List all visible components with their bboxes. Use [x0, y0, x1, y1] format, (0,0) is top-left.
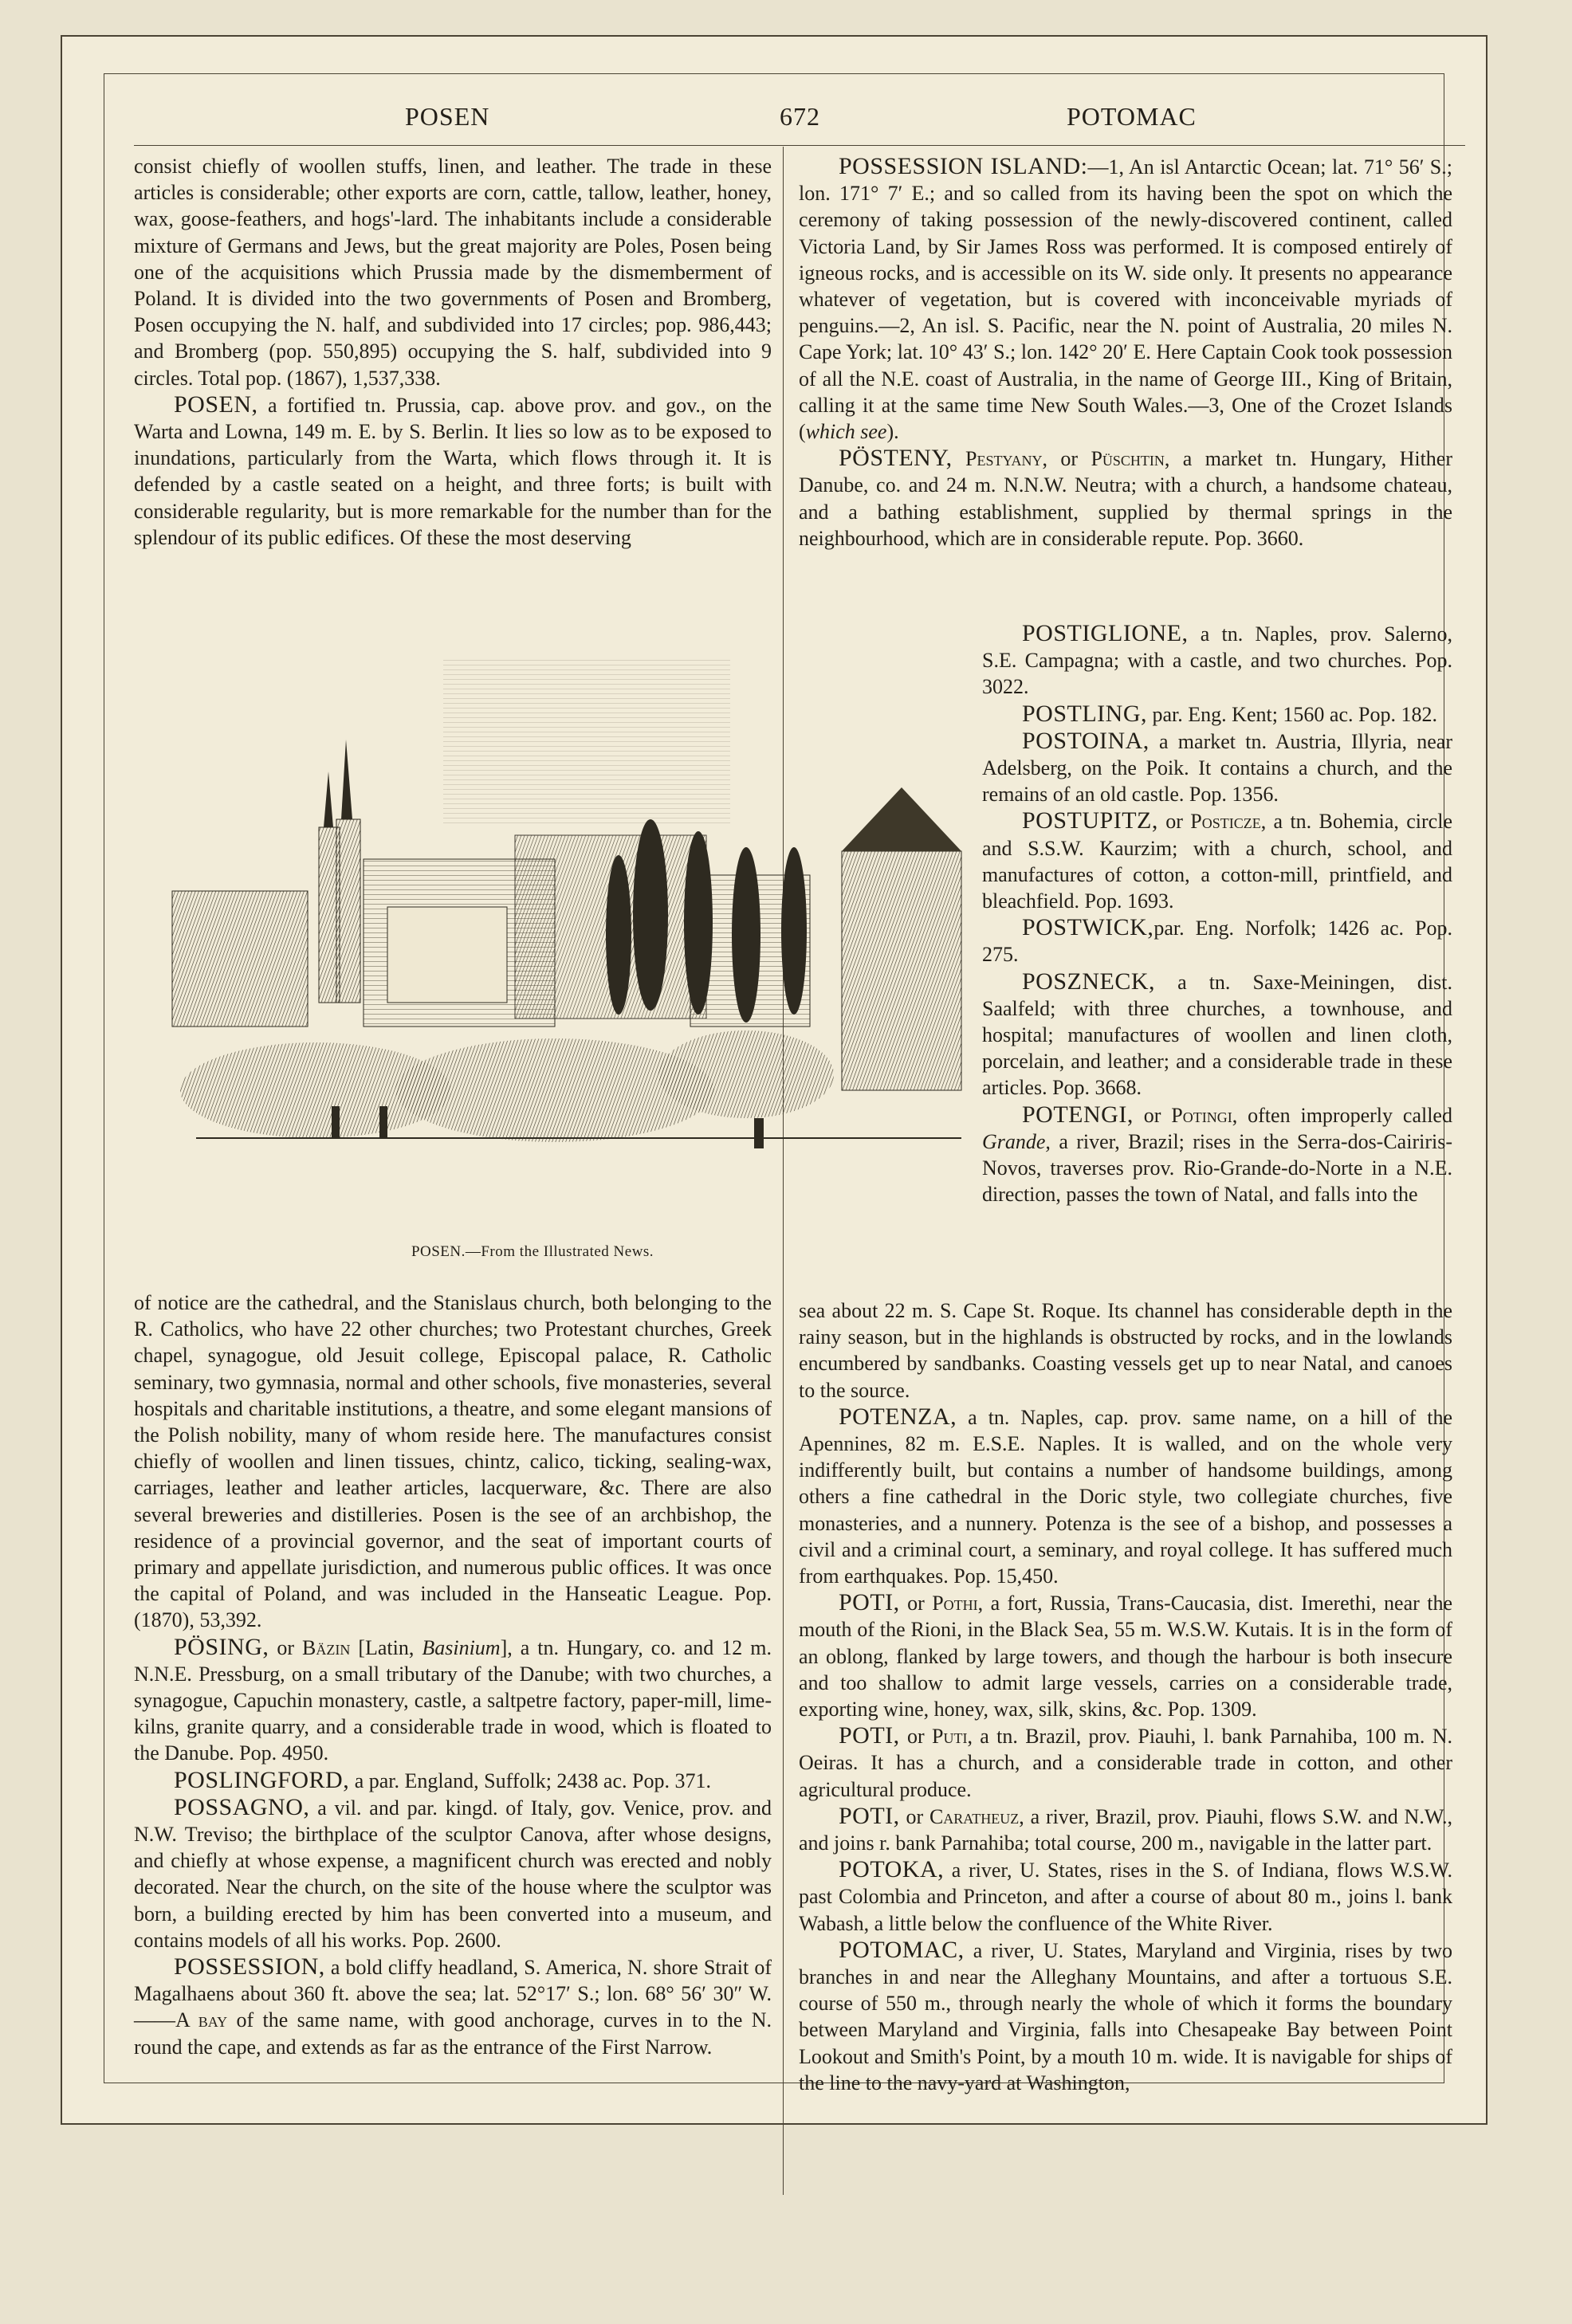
entry-possession: POSSESSION, a bold cliffy headland, S. America, N. shore Strait of Magalhaens about 360 ft. above the sea; lat. 52°17′ S.; lon. 68° 56′ 30″ W.——A bay of the same name, with good anchorage, curves in to the N. round the cape, and extends as far as the entrance of the First Narrow.: [134, 1953, 772, 2059]
engraving-posen-view: [140, 660, 969, 1186]
figure-caption: POSEN.—From the Illustrated News.: [411, 1243, 654, 1260]
sky-lines: [443, 660, 730, 827]
entry-postoina: POSTOINA, a market tn. Austria, Illyria, near Adelsberg, on the Poik. It contains a church, and the remains of an old castle. Pop. 1356.: [982, 727, 1452, 807]
entry-potengi-continued: sea about 22 m. S. Cape St. Roque. Its channel has considerable depth in the rainy season, but in the highlands is obstructed by rocks, and in the lowlands encumbered by sandbanks. Coasting vessels get up to near Natal, and canoes to the source.: [799, 1299, 1452, 1402]
headword: POTOMAC,: [839, 1936, 965, 1963]
entry-potomac: POTOMAC, a river, U. States, Maryland and Virginia, rises by two branches in and near the Alleghany Mountains, and after a tortuous S.E. course of 550 m., through nearly the whole of which it forms the boundary between Maryland and Virginia, falls into Chesapeake Bay between Point Lookout and Smith's Point, by a mouth 10 m. wide. It is navigable for ships of the line to the navy-yard at Washington,: [799, 1936, 1452, 2094]
headword: PÖSTENY,: [839, 445, 953, 472]
page-number: 672: [780, 102, 820, 131]
headword: POSSESSION,: [174, 1953, 325, 1981]
entry-posen: POSEN, a fortified tn. Prussia, cap. above prov. and gov., on the Warta and Lowna, 149 m. E. by S. Berlin. It lies so low as to be exposed to inundations, particularly from the Warta, which flows through it. It is defended by a castle seated on a height, and three forts; is built with considerable regularity, but is more remarkable for the number than for the splendour of its public edifices. Of these the most deserving: [134, 391, 772, 549]
headword: POTENZA,: [839, 1403, 957, 1430]
right-column-middle: [982, 620, 1452, 1207]
headword: POTI,: [839, 1722, 900, 1749]
headword: POSLINGFORD,: [174, 1766, 350, 1793]
headword: POSTOINA,: [1022, 727, 1150, 754]
entry-poti-town: POTI, or Puti, a tn. Brazil, prov. Piauhi, l. bank Parnahiba, 100 m. N. Oeiras. It has a church, and a considerable trade in cotton, and other agricultural produce.: [799, 1722, 1452, 1801]
headword: POSZNECK,: [1022, 968, 1156, 995]
headword: POTI,: [839, 1802, 900, 1829]
entry-posing: PÖSING, or Bäzin [Latin, Basinium], a tn. Hungary, co. and 12 m. N.N.E. Pressburg, on a small tributary of the Danube; with two churches, a synagogue, Capuchin monastery, castle, a saltpetre factory, paper-mill, lime-kilns, granite quarry, and a considerable trade in wood, which is floated to the Danube. Pop. 4950.: [134, 1633, 772, 1765]
headword: POSSAGNO,: [174, 1793, 310, 1820]
entry-possession-island: POSSESSION ISLAND:—1, An isl Antarctic Ocean; lat. 71° 56′ S.; lon. 171° 7′ E.; and so called from its having been the spot on which the ceremony of taking possession of the newly-discovered continent, called Victoria Land, by Sir James Ross was performed. It is composed entirely of igneous rocks, and is accessible on its W. side only. It presents no appearance whatever of vegetation, but is covered with inconceivable myriads of penguins.—2, An isl. S. Pacific, near the N. point of Australia, 20 miles N. Cape York; lat. 10° 43′ S.; lon. 142° 20′ E. Here Captain Cook took possession of all the N.E. coast of Australia, in the name of George III., King of Britain, calling it at the same time New South Wales.—3, One of the Crozet Islands (which see).: [799, 153, 1452, 444]
entry-postupitz: POSTUPITZ, or Posticze, a tn. Bohemia, circle and S.S.W. Kaurzim; with a church, school, and manufactures of cotton, a cotton-mill, printfield, and bleachfield. Pop. 1693.: [982, 807, 1452, 913]
entry-poti-river: POTI, or Caratheuz, a river, Brazil, prov. Piauhi, flows S.W. and N.W., and joins r. bank Parnahiba; total course, 200 m., navigable in the latter part.: [799, 1802, 1452, 1855]
header-rule: [134, 145, 1465, 146]
entry-posteny: PÖSTENY, Pestyany, or Püschtin, a market tn. Hungary, Hither Danube, co. and 24 m. N.N.W. Neutra; with a church, a handsome chateau, and a bathing establishment, supplied by thermal springs in the neighbourhood, which are in considerable repute. Pop. 3660.: [799, 445, 1452, 550]
entry-posen-continued: of notice are the cathedral, and the Stanislaus church, both belonging to the R. Catholics, who have 22 other churches; two Protestant churches, Greek chapel, synagogue, old Jesuit college, Episcopal palace, R. Catholic seminary, two gymnasia, normal and other schools, five monasteries, several hospitals and charitable institutions, a theatre, and some elegant mansions of the Polish nobility, many of whom reside here. The manufactures consist chiefly of woollen and linen tissues, chintz, calico, ticking, sealing-wax, carriages, leather and leather articles, lacquerware, &c. There are also several breweries and distilleries. Posen is the see of an archbishop, the residence of a provincial governor, and the seat of important courts of primary and appellate jurisdiction, and numerous public offices. It was once the capital of Poland, and was included in the Hanseatic League. Pop. (1870), 53,392.: [134, 1291, 772, 1632]
cathedral-spire: [319, 740, 360, 1003]
entry-postwick: POSTWICK,par. Eng. Norfolk; 1426 ac. Pop. 275.: [982, 914, 1452, 967]
entry-potenza: POTENZA, a tn. Naples, cap. prov. same name, on a hill of the Apennines, 82 m. E.S.E. Naples. It is walled, and on the whole very indifferently built, but contains a number of handsome buildings, among others a fine cathedral in the Doric style, two collegiate churches, five monasteries, and a nunnery. Potenza is the see of a bishop, and possesses a civil and a criminal court, a seminary, and royal college. It has suffered much from earthquakes. Pop. 15,450.: [799, 1403, 1452, 1588]
headword: POTI,: [839, 1589, 900, 1616]
running-head: [102, 102, 1484, 142]
headword: POSTWICK,: [1022, 914, 1154, 941]
entry-postling: POSTLING, par. Eng. Kent; 1560 ac. Pop. 182.: [1022, 700, 1437, 727]
headword: POSTUPITZ,: [1022, 807, 1158, 834]
entry-potoka: POTOKA, a river, U. States, rises in the S. of Indiana, flows W.S.W. past Colombia and Princeton, and after a course of about 80 m., joins l. bank Wabash, a little below the confluence of the White River.: [799, 1856, 1452, 1935]
entry-poszneck: POSZNECK, a tn. Saxe-Meiningen, dist. Saalfeld; with three churches, a townhouse, and hospital; manufactures of woollen and linen cloth, porcelain, and leather; and a considerable trade in these articles. Pop. 3668.: [982, 968, 1452, 1100]
headword: POTOKA,: [839, 1856, 945, 1883]
entry-possagno: POSSAGNO, a vil. and par. kingd. of Italy, gov. Venice, prov. and N.W. Treviso; the birthplace of the sculptor Canova, after whose designs, and chiefly at whose expense, a magnificent church was erected and nobly decorated. Near the church, on the site of the house where the sculptor was born, a building erected by him has been converted into a museum, and contains models of all his works. Pop. 2600.: [134, 1793, 772, 1952]
headword: POTENGI,: [1022, 1101, 1134, 1128]
left-column-top: [134, 153, 772, 551]
right-column-bottom: [799, 1297, 1452, 2096]
running-head-right: POTOMAC: [1067, 102, 1197, 131]
illustration-posen: [140, 660, 969, 1186]
headword: POSSESSION ISLAND:: [839, 153, 1088, 179]
entry-poti-fort: POTI, or Pothi, a fort, Russia, Trans-Caucasia, dist. Imerethi, near the mouth of the Rioni, in the Black Sea, 55 m. W.S.W. Kutais. It is in the form of an oblong, flanked by large towers, and though the harbour is both insecure and too shallow to admit large vessels, carries on a considerable trade, exporting wine, honey, wax, silk, skins, &c. Pop. 1309.: [799, 1589, 1452, 1721]
headword: PÖSING,: [174, 1633, 269, 1660]
entry-poslingford: POSLINGFORD, a par. England, Suffolk; 2438 ac. Pop. 371.: [174, 1766, 711, 1793]
headword: POSTLING,: [1022, 700, 1148, 727]
entry-postiglione: POSTIGLIONE, a tn. Naples, prov. Salerno, S.E. Campagna; with a castle, and two churches. Pop. 3022.: [982, 620, 1452, 699]
right-column-top: [799, 153, 1452, 552]
headword: POSEN,: [174, 391, 258, 418]
entry-potengi: POTENGI, or Potingi, often improperly called Grande, a river, Brazil; rises in the Serra-dos-Cairiris-Novos, traverses prov. Rio-Grande-do-Norte in a N.E. direction, passes the town of Natal, and falls into the: [982, 1101, 1452, 1207]
headword: POSTIGLIONE,: [1022, 620, 1189, 646]
running-head-left: POSEN: [405, 102, 490, 131]
left-column-bottom: [134, 1290, 772, 2060]
entry-continuation: consist chiefly of woollen stuffs, linen, and leather. The trade in these articles is considerable; other exports are corn, cattle, tallow, leather, honey, wax, goose-feathers, and hogs'-lard. The inhabitants include a considerable mixture of Germans and Jews, but the great majority are Poles, Posen being one of the acquisitions which Prussia made by the dismemberment of Poland. It is divided into the two governments of Posen and Bromberg, Posen occupying the N. half, and subdivided into 17 circles; pop. 986,443; and Bromberg (pop. 550,895) occupying the S. half, subdivided into 9 circles. Total pop. (1867), 1,537,338.: [134, 155, 772, 390]
